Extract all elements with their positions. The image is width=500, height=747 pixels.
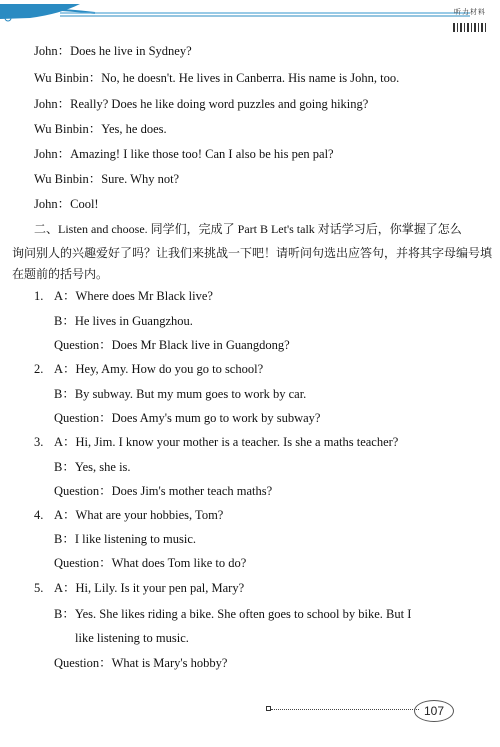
item-line: Question：What is Mary's hobby? [54, 656, 228, 670]
item-line: A：Where does Mr Black live? [54, 289, 213, 303]
section-intro-line: 二、Listen and choose. 同学们，完成了 Part B Let's talk 对话学习后，你掌握了怎么 [34, 222, 462, 236]
dialog-line: John：Really? Does he like doing word puzzles and going hiking? [34, 97, 369, 111]
header-title: 听力材料 [454, 8, 486, 16]
item-line: Question：Does Jim's mother teach maths? [54, 484, 273, 498]
item-number: 2. [34, 362, 44, 376]
item-line: B：He lives in Guangzhou. [54, 314, 193, 328]
item-number: 5. [34, 581, 44, 595]
header-swoosh-graphic [0, 0, 500, 40]
item-line: Question：What does Tom like to do? [54, 556, 247, 570]
item-line: Question：Does Mr Black live in Guangdong? [54, 338, 290, 352]
item-number: 3. [34, 435, 44, 449]
item-line: A：What are your hobbies, Tom? [54, 508, 224, 522]
dialog-line: Wu Binbin：Yes, he does. [34, 122, 167, 136]
item-line: B：By subway. But my mum goes to work by car. [54, 387, 307, 401]
item-line: A：Hi, Jim. I know your mother is a teacher. Is she a maths teacher? [54, 435, 399, 449]
dialog-line: Wu Binbin：Sure. Why not? [34, 172, 180, 186]
dialog-line: John：Cool! [34, 197, 99, 211]
page-number: 107 [414, 700, 454, 722]
item-number: 1. [34, 289, 44, 303]
section-intro-line: 在题前的括号内。 [12, 267, 109, 281]
item-line: like listening to music. [75, 631, 189, 645]
header-barcode-icon [453, 23, 486, 32]
item-number: 4. [34, 508, 44, 522]
item-line: B：Yes. She likes riding a bike. She often goes to school by bike. But I [54, 607, 412, 621]
page-header [0, 0, 500, 40]
dialog-line: John：Amazing! I like those too! Can I also be his pen pal? [34, 147, 334, 161]
footer-dotted-rule [271, 709, 419, 710]
item-line: A：Hi, Lily. Is it your pen pal, Mary? [54, 581, 245, 595]
dialog-line: Wu Binbin：No, he doesn't. He lives in Canberra. His name is John, too. [34, 71, 400, 85]
item-line: B：Yes, she is. [54, 460, 131, 474]
item-line: Question：Does Amy's mum go to work by subway? [54, 411, 321, 425]
item-line: B：I like listening to music. [54, 532, 197, 546]
section-intro-line: 询问别人的兴趣爱好了吗？让我们来挑战一下吧！请听问句选出应答句，并将其字母编号填 [12, 246, 493, 260]
item-line: A：Hey, Amy. How do you go to school? [54, 362, 264, 376]
dialog-line: John：Does he live in Sydney? [34, 44, 192, 58]
